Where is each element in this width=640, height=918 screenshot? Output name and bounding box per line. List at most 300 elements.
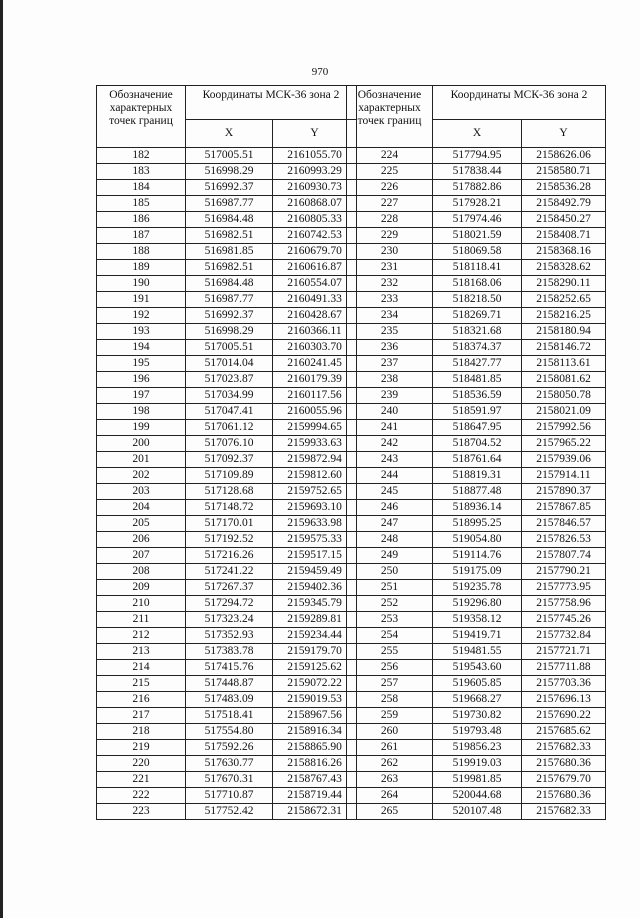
- coord-x: 517882.86: [433, 180, 522, 196]
- table-row: [97, 500, 357, 516]
- coord-y: 2159994.65: [273, 420, 357, 436]
- table-row: [97, 564, 357, 580]
- point-number: 196: [97, 372, 186, 388]
- coord-x: 518118.41: [433, 260, 522, 276]
- coord-y: 2157682.33: [522, 804, 606, 820]
- coord-y: 2157773.95: [522, 580, 606, 596]
- point-number: 198: [97, 404, 186, 420]
- header-x: X: [433, 120, 522, 148]
- coord-y: 2158672.31: [273, 804, 357, 820]
- point-number: 214: [97, 660, 186, 676]
- coord-x: 519605.85: [433, 676, 522, 692]
- coord-x: 516982.51: [186, 260, 273, 276]
- point-number: 219: [97, 740, 186, 756]
- coord-x: 518936.14: [433, 500, 522, 516]
- table-row: [347, 196, 606, 212]
- coord-x: 519543.60: [433, 660, 522, 676]
- coord-x: 519235.78: [433, 580, 522, 596]
- coord-y: 2157690.22: [522, 708, 606, 724]
- table-row: [347, 788, 606, 804]
- table-row: [97, 644, 357, 660]
- table-row: [347, 436, 606, 452]
- coord-x: 516984.48: [186, 212, 273, 228]
- coord-x: 518819.31: [433, 468, 522, 484]
- header-x: X: [186, 120, 273, 148]
- point-number: 206: [97, 532, 186, 548]
- coord-x: 517752.42: [186, 804, 273, 820]
- table-row: [347, 532, 606, 548]
- point-number: 182: [97, 148, 186, 164]
- coord-y: 2160868.07: [273, 196, 357, 212]
- coord-y: 2157732.84: [522, 628, 606, 644]
- table-row: [97, 356, 357, 372]
- coord-y: 2158081.62: [522, 372, 606, 388]
- coord-x: 519793.48: [433, 724, 522, 740]
- point-number: 222: [97, 788, 186, 804]
- point-number: 265: [347, 804, 433, 820]
- table-row: [97, 676, 357, 692]
- coord-y: 2160179.39: [273, 372, 357, 388]
- point-number: 264: [347, 788, 433, 804]
- coord-y: 2159289.81: [273, 612, 357, 628]
- point-number: 238: [347, 372, 433, 388]
- coord-y: 2158290.11: [522, 276, 606, 292]
- table-row: [347, 228, 606, 244]
- coord-x: 517047.41: [186, 404, 273, 420]
- coord-y: 2160241.45: [273, 356, 357, 372]
- coord-x: 518168.06: [433, 276, 522, 292]
- point-number: 201: [97, 452, 186, 468]
- coord-x: 519481.55: [433, 644, 522, 660]
- coord-x: 517061.12: [186, 420, 273, 436]
- coord-y: 2159693.10: [273, 500, 357, 516]
- point-number: 189: [97, 260, 186, 276]
- table-row: [347, 260, 606, 276]
- coord-y: 2160616.87: [273, 260, 357, 276]
- point-number: 210: [97, 596, 186, 612]
- header-designation: Обозначение характерных точек границ: [97, 86, 186, 148]
- coord-y: 2159575.33: [273, 532, 357, 548]
- coord-x: 517483.09: [186, 692, 273, 708]
- point-number: 197: [97, 388, 186, 404]
- table-row: [97, 404, 357, 420]
- header-y: Y: [522, 120, 606, 148]
- coord-y: 2158408.71: [522, 228, 606, 244]
- coord-x: 517023.87: [186, 372, 273, 388]
- coord-x: 519419.71: [433, 628, 522, 644]
- table-row: [97, 724, 357, 740]
- coordinates-table-left: [96, 85, 357, 820]
- coord-x: 518069.58: [433, 244, 522, 260]
- point-number: 193: [97, 324, 186, 340]
- point-number: 242: [347, 436, 433, 452]
- coord-y: 2158719.44: [273, 788, 357, 804]
- coord-y: 2157680.36: [522, 788, 606, 804]
- point-number: 200: [97, 436, 186, 452]
- coord-y: 2157721.71: [522, 644, 606, 660]
- table-row: [97, 244, 357, 260]
- point-number: 235: [347, 324, 433, 340]
- table-row: [347, 244, 606, 260]
- point-number: 213: [97, 644, 186, 660]
- table-row: [97, 548, 357, 564]
- point-number: 253: [347, 612, 433, 628]
- table-row: [347, 148, 606, 164]
- coord-y: 2157939.06: [522, 452, 606, 468]
- coord-y: 2158767.43: [273, 772, 357, 788]
- coord-x: 517448.87: [186, 676, 273, 692]
- coord-x: 517974.46: [433, 212, 522, 228]
- coord-y: 2157745.26: [522, 612, 606, 628]
- point-number: 255: [347, 644, 433, 660]
- coord-y: 2157711.88: [522, 660, 606, 676]
- table-row: [97, 420, 357, 436]
- point-number: 203: [97, 484, 186, 500]
- table-row: [347, 356, 606, 372]
- coord-x: 519730.82: [433, 708, 522, 724]
- coord-y: 2158967.56: [273, 708, 357, 724]
- table-row: [97, 148, 357, 164]
- coord-y: 2158180.94: [522, 324, 606, 340]
- coord-y: 2161055.70: [273, 148, 357, 164]
- coord-y: 2158252.65: [522, 292, 606, 308]
- point-number: 195: [97, 356, 186, 372]
- point-number: 254: [347, 628, 433, 644]
- point-number: 229: [347, 228, 433, 244]
- coord-y: 2158580.71: [522, 164, 606, 180]
- coord-x: 517005.51: [186, 340, 273, 356]
- point-number: 199: [97, 420, 186, 436]
- coord-y: 2160805.33: [273, 212, 357, 228]
- point-number: 217: [97, 708, 186, 724]
- coord-x: 517352.93: [186, 628, 273, 644]
- table-row: [347, 548, 606, 564]
- table-row: [97, 516, 357, 532]
- table-body-right: [347, 148, 606, 820]
- point-number: 262: [347, 756, 433, 772]
- coord-y: 2160742.53: [273, 228, 357, 244]
- coord-x: 517670.31: [186, 772, 273, 788]
- point-number: 260: [347, 724, 433, 740]
- coord-y: 2157890.37: [522, 484, 606, 500]
- coord-y: 2158492.79: [522, 196, 606, 212]
- table-row: [347, 484, 606, 500]
- table-row: [97, 580, 357, 596]
- coord-x: 517241.22: [186, 564, 273, 580]
- coord-y: 2158536.28: [522, 180, 606, 196]
- table-row: [347, 388, 606, 404]
- point-number: 218: [97, 724, 186, 740]
- point-number: 248: [347, 532, 433, 548]
- table-row: [97, 452, 357, 468]
- point-number: 261: [347, 740, 433, 756]
- table-row: [347, 772, 606, 788]
- table-row: [347, 180, 606, 196]
- coord-y: 2160993.29: [273, 164, 357, 180]
- coord-x: 518427.77: [433, 356, 522, 372]
- point-number: 257: [347, 676, 433, 692]
- coord-x: 517216.26: [186, 548, 273, 564]
- point-number: 207: [97, 548, 186, 564]
- point-number: 232: [347, 276, 433, 292]
- point-number: 192: [97, 308, 186, 324]
- coord-y: 2160679.70: [273, 244, 357, 260]
- coord-y: 2157703.36: [522, 676, 606, 692]
- table-row: [97, 468, 357, 484]
- coord-x: 517128.68: [186, 484, 273, 500]
- coord-x: 516984.48: [186, 276, 273, 292]
- coord-y: 2157696.13: [522, 692, 606, 708]
- coord-y: 2157680.36: [522, 756, 606, 772]
- table-row: [347, 212, 606, 228]
- table-row: [347, 516, 606, 532]
- table-row: [97, 772, 357, 788]
- point-number: 188: [97, 244, 186, 260]
- table-row: [347, 292, 606, 308]
- table-body-left: [97, 148, 357, 820]
- table-row: [97, 308, 357, 324]
- table-row: [97, 788, 357, 804]
- coord-y: 2159872.94: [273, 452, 357, 468]
- point-number: 246: [347, 500, 433, 516]
- coord-x: 518481.85: [433, 372, 522, 388]
- coord-y: 2159019.53: [273, 692, 357, 708]
- point-number: 223: [97, 804, 186, 820]
- table-row: [347, 468, 606, 484]
- table-row: [347, 276, 606, 292]
- coord-y: 2157682.33: [522, 740, 606, 756]
- coord-y: 2157992.56: [522, 420, 606, 436]
- point-number: 250: [347, 564, 433, 580]
- coord-x: 518321.68: [433, 324, 522, 340]
- coord-y: 2159752.65: [273, 484, 357, 500]
- point-number: 186: [97, 212, 186, 228]
- coord-y: 2158865.90: [273, 740, 357, 756]
- coord-x: 518995.25: [433, 516, 522, 532]
- table-row: [347, 164, 606, 180]
- point-number: 252: [347, 596, 433, 612]
- coord-y: 2159933.63: [273, 436, 357, 452]
- table-row: [347, 404, 606, 420]
- coord-x: 520044.68: [433, 788, 522, 804]
- coord-y: 2160366.11: [273, 324, 357, 340]
- coord-x: 518591.97: [433, 404, 522, 420]
- coord-y: 2157826.53: [522, 532, 606, 548]
- coord-x: 519114.76: [433, 548, 522, 564]
- point-number: 233: [347, 292, 433, 308]
- point-number: 183: [97, 164, 186, 180]
- coord-y: 2160055.96: [273, 404, 357, 420]
- table-row: [97, 228, 357, 244]
- coord-y: 2158216.25: [522, 308, 606, 324]
- table-row: [347, 308, 606, 324]
- table-row: [347, 724, 606, 740]
- coord-y: 2159402.36: [273, 580, 357, 596]
- point-number: 224: [347, 148, 433, 164]
- point-number: 259: [347, 708, 433, 724]
- table-row: [347, 692, 606, 708]
- point-number: 251: [347, 580, 433, 596]
- table-row: [347, 660, 606, 676]
- table-row: [347, 612, 606, 628]
- table-row: [347, 708, 606, 724]
- table-row: [347, 420, 606, 436]
- coord-x: 517148.72: [186, 500, 273, 516]
- point-number: 243: [347, 452, 433, 468]
- point-number: 249: [347, 548, 433, 564]
- coord-x: 517710.87: [186, 788, 273, 804]
- table-row: [97, 612, 357, 628]
- coord-y: 2158916.34: [273, 724, 357, 740]
- coord-x: 516998.29: [186, 164, 273, 180]
- coord-x: 517518.41: [186, 708, 273, 724]
- coord-x: 518021.59: [433, 228, 522, 244]
- coord-x: 517383.78: [186, 644, 273, 660]
- table-row: [97, 708, 357, 724]
- coord-x: 517170.01: [186, 516, 273, 532]
- coord-x: 517794.95: [433, 148, 522, 164]
- coord-x: 519358.12: [433, 612, 522, 628]
- point-number: 247: [347, 516, 433, 532]
- coord-y: 2157790.21: [522, 564, 606, 580]
- coord-x: 516987.77: [186, 292, 273, 308]
- table-row: [97, 276, 357, 292]
- coord-x: 516987.77: [186, 196, 273, 212]
- point-number: 237: [347, 356, 433, 372]
- table-row: [97, 484, 357, 500]
- point-number: 220: [97, 756, 186, 772]
- table-row: [97, 212, 357, 228]
- coordinates-table-right: [346, 85, 606, 820]
- point-number: 225: [347, 164, 433, 180]
- coord-x: 517294.72: [186, 596, 273, 612]
- point-number: 228: [347, 212, 433, 228]
- coord-x: 519054.80: [433, 532, 522, 548]
- coord-x: 517838.44: [433, 164, 522, 180]
- coord-y: 2159345.79: [273, 596, 357, 612]
- table-row: [347, 452, 606, 468]
- coord-y: 2159812.60: [273, 468, 357, 484]
- table-row: [97, 532, 357, 548]
- table-row: [97, 340, 357, 356]
- coord-y: 2159517.15: [273, 548, 357, 564]
- table-row: [347, 756, 606, 772]
- coord-x: 518536.59: [433, 388, 522, 404]
- coord-y: 2157685.62: [522, 724, 606, 740]
- point-number: 205: [97, 516, 186, 532]
- page-number: 970: [311, 66, 329, 78]
- coord-y: 2160930.73: [273, 180, 357, 196]
- point-number: 226: [347, 180, 433, 196]
- coord-x: 517592.26: [186, 740, 273, 756]
- coord-y: 2158328.62: [522, 260, 606, 276]
- point-number: 256: [347, 660, 433, 676]
- coord-y: 2157867.85: [522, 500, 606, 516]
- coord-y: 2159459.49: [273, 564, 357, 580]
- coord-y: 2158113.61: [522, 356, 606, 372]
- point-number: 244: [347, 468, 433, 484]
- coord-y: 2159234.44: [273, 628, 357, 644]
- point-number: 184: [97, 180, 186, 196]
- coord-y: 2158146.72: [522, 340, 606, 356]
- coord-x: 518269.71: [433, 308, 522, 324]
- coord-y: 2159072.22: [273, 676, 357, 692]
- table-row: [347, 340, 606, 356]
- point-number: 216: [97, 692, 186, 708]
- table-row: [97, 596, 357, 612]
- table-row: [347, 644, 606, 660]
- coord-x: 517034.99: [186, 388, 273, 404]
- table-row: [97, 324, 357, 340]
- point-number: 209: [97, 580, 186, 596]
- table-row: [347, 500, 606, 516]
- coord-x: 517267.37: [186, 580, 273, 596]
- coord-x: 517554.80: [186, 724, 273, 740]
- point-number: 240: [347, 404, 433, 420]
- coord-x: 517014.04: [186, 356, 273, 372]
- point-number: 187: [97, 228, 186, 244]
- table-row: [347, 372, 606, 388]
- coord-x: 516981.85: [186, 244, 273, 260]
- table-row: [97, 196, 357, 212]
- coord-x: 517109.89: [186, 468, 273, 484]
- table-row: [97, 388, 357, 404]
- table-row: [97, 740, 357, 756]
- page-edge: [0, 0, 3, 918]
- table-row: [97, 804, 357, 820]
- coord-x: 518877.48: [433, 484, 522, 500]
- table-row: [97, 660, 357, 676]
- table-row: [97, 292, 357, 308]
- header-coordinates: Координаты МСК-36 зона 2: [433, 86, 606, 120]
- coord-x: 516992.37: [186, 180, 273, 196]
- coord-y: 2158450.27: [522, 212, 606, 228]
- table-row: [347, 324, 606, 340]
- point-number: 227: [347, 196, 433, 212]
- point-number: 215: [97, 676, 186, 692]
- coord-x: 517323.24: [186, 612, 273, 628]
- coord-x: 516982.51: [186, 228, 273, 244]
- point-number: 191: [97, 292, 186, 308]
- point-number: 241: [347, 420, 433, 436]
- coord-y: 2159179.70: [273, 644, 357, 660]
- coord-x: 519856.23: [433, 740, 522, 756]
- point-number: 230: [347, 244, 433, 260]
- coord-x: 518761.64: [433, 452, 522, 468]
- table-row: [97, 436, 357, 452]
- coord-x: 519296.80: [433, 596, 522, 612]
- point-number: 204: [97, 500, 186, 516]
- point-number: 190: [97, 276, 186, 292]
- coord-x: 518647.95: [433, 420, 522, 436]
- coord-x: 518374.37: [433, 340, 522, 356]
- point-number: 194: [97, 340, 186, 356]
- coord-x: 519668.27: [433, 692, 522, 708]
- coord-y: 2160303.70: [273, 340, 357, 356]
- coord-x: 520107.48: [433, 804, 522, 820]
- table-row: [97, 180, 357, 196]
- table-row: [347, 804, 606, 820]
- coord-y: 2160117.56: [273, 388, 357, 404]
- coord-x: 517630.77: [186, 756, 273, 772]
- table-row: [97, 692, 357, 708]
- coord-x: 517005.51: [186, 148, 273, 164]
- coord-y: 2158021.09: [522, 404, 606, 420]
- coord-x: 517192.52: [186, 532, 273, 548]
- coord-y: 2157965.22: [522, 436, 606, 452]
- point-number: 208: [97, 564, 186, 580]
- coord-y: 2157914.11: [522, 468, 606, 484]
